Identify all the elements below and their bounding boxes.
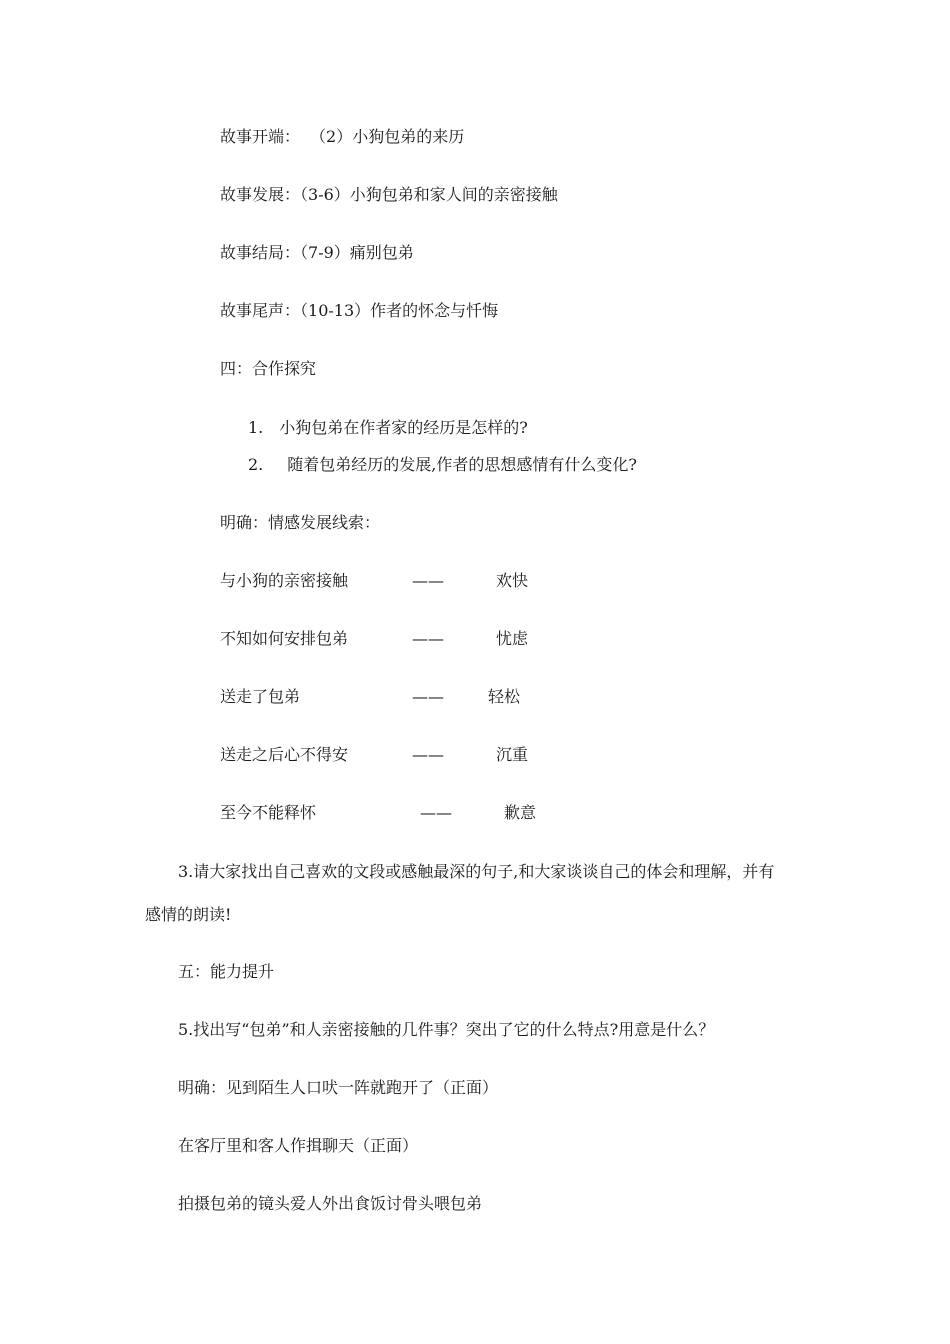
emotion-event: 与小狗的亲密接触 (220, 571, 349, 590)
answer-line: 在客厅里和客人作揖聊天（正面） (178, 1136, 419, 1155)
story-line-development (220, 185, 558, 205)
emotion-event: 至今不能释怀 (220, 803, 317, 822)
question-text: 小狗包弟在作者家的经历是怎样的? (279, 418, 528, 437)
story-text: （2）小狗包弟的来历 (310, 127, 465, 146)
question-2 (248, 455, 637, 475)
emotion-dash: —— (412, 745, 444, 764)
question-text: 随着包弟经历的发展,作者的思想感情有什么变化? (287, 455, 637, 474)
clarify-heading: 明确：情感发展线索： (220, 513, 381, 532)
emotion-feeling: 忧虑 (496, 629, 529, 648)
emotion-feeling: 轻松 (488, 687, 521, 706)
emotion-feeling: 欢快 (496, 571, 529, 590)
story-label: 故事结局： (220, 243, 301, 262)
emotion-feeling: 歉意 (504, 803, 537, 822)
emotion-event: 不知如何安排包弟 (220, 629, 349, 648)
story-text: （3-6）小狗包弟和家人间的亲密接触 (300, 185, 558, 204)
question-5: 5.找出写“包弟”和人亲密接触的几件事？突出了它的什么特点?用意是什么？ (178, 1020, 715, 1039)
item3-line2: 感情的朗读! (145, 905, 232, 924)
emotion-dash: —— (412, 629, 444, 648)
story-text: （10-13）作者的怀念与忏悔 (300, 301, 499, 320)
story-line-ending (220, 243, 414, 263)
emotion-dash: —— (420, 803, 452, 822)
story-line-beginning (220, 127, 464, 147)
story-text: （7-9）痛别包弟 (300, 243, 414, 262)
emotion-dash: —— (412, 687, 444, 706)
story-label: 故事尾声： (220, 301, 301, 320)
story-line-epilogue (220, 301, 498, 321)
answer-line: 拍摄包弟的镜头爱人外出食饭讨骨头喂包弟 (178, 1194, 483, 1213)
emotion-dash: —— (412, 571, 444, 590)
section5-heading: 五：能力提升 (178, 962, 275, 981)
story-label: 故事发展： (220, 185, 301, 204)
item3-line1: 3.请大家找出自己喜欢的文段或感触最深的句子,和大家谈谈自己的体会和理解，并有 (178, 862, 775, 881)
story-label: 故事开端： (220, 127, 301, 146)
question-number: 2. (248, 455, 264, 474)
question-1 (248, 418, 528, 438)
emotion-event: 送走了包弟 (220, 687, 301, 706)
answer-line: 明确：见到陌生人口吠一阵就跑开了（正面） (178, 1078, 499, 1097)
section4-heading: 四：合作探究 (220, 359, 317, 378)
emotion-feeling: 沉重 (496, 745, 529, 764)
question-number: 1. (248, 418, 264, 437)
emotion-event: 送走之后心不得安 (220, 745, 349, 764)
